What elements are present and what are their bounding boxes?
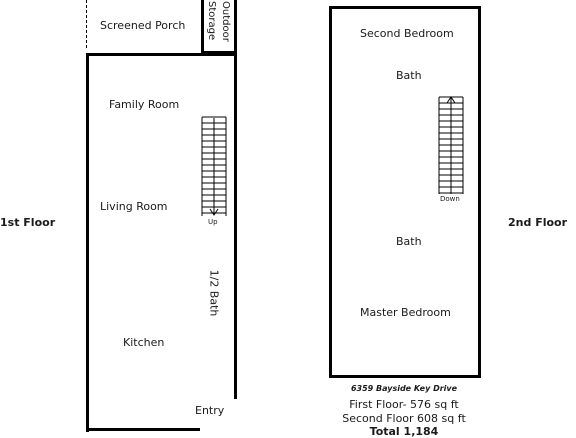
room-master-bedroom: Master Bedroom: [360, 306, 451, 319]
stairs-down-icon: [438, 96, 464, 196]
storage-right-wall: [234, 0, 237, 54]
stairs-up-icon: [201, 116, 227, 218]
stairs-up-label: Up: [208, 218, 218, 226]
room-entry: Entry: [195, 404, 225, 417]
room-family-room: Family Room: [109, 98, 180, 111]
first-floor-sqft: First Floor- 576 sq ft: [349, 398, 459, 411]
second-floor-label: 2nd Floor: [508, 216, 568, 229]
room-upper-bath-2: Bath: [396, 235, 422, 248]
room-screened-porch: Screened Porch: [100, 19, 186, 32]
room-half-bath: 1/2 Bath: [207, 269, 221, 317]
first-floor-top-wall: [86, 53, 237, 56]
first-floor-left-wall: [86, 53, 89, 432]
address-text: 6359 Bayside Key Drive: [350, 384, 458, 393]
outdoor-storage-word: Outdoor: [220, 1, 231, 42]
room-outdoor-storage: [204, 1, 232, 42]
room-upper-bath-1: Bath: [396, 69, 422, 82]
outdoor-storage-word: Storage: [206, 1, 217, 41]
total-sqft: Total 1,184: [369, 425, 439, 438]
first-floor-label: 1st Floor: [0, 216, 56, 229]
room-second-bedroom: Second Bedroom: [360, 27, 454, 40]
first-floor-bottom-wall: [86, 428, 200, 431]
room-kitchen: Kitchen: [123, 336, 165, 349]
first-floor-right-wall: [234, 53, 237, 399]
second-floor-sqft: Second Floor 608 sq ft: [342, 412, 466, 425]
stairs-down-label: Down: [440, 195, 460, 203]
porch-left-wall: [86, 0, 88, 48]
room-living-room: Living Room: [100, 200, 168, 213]
